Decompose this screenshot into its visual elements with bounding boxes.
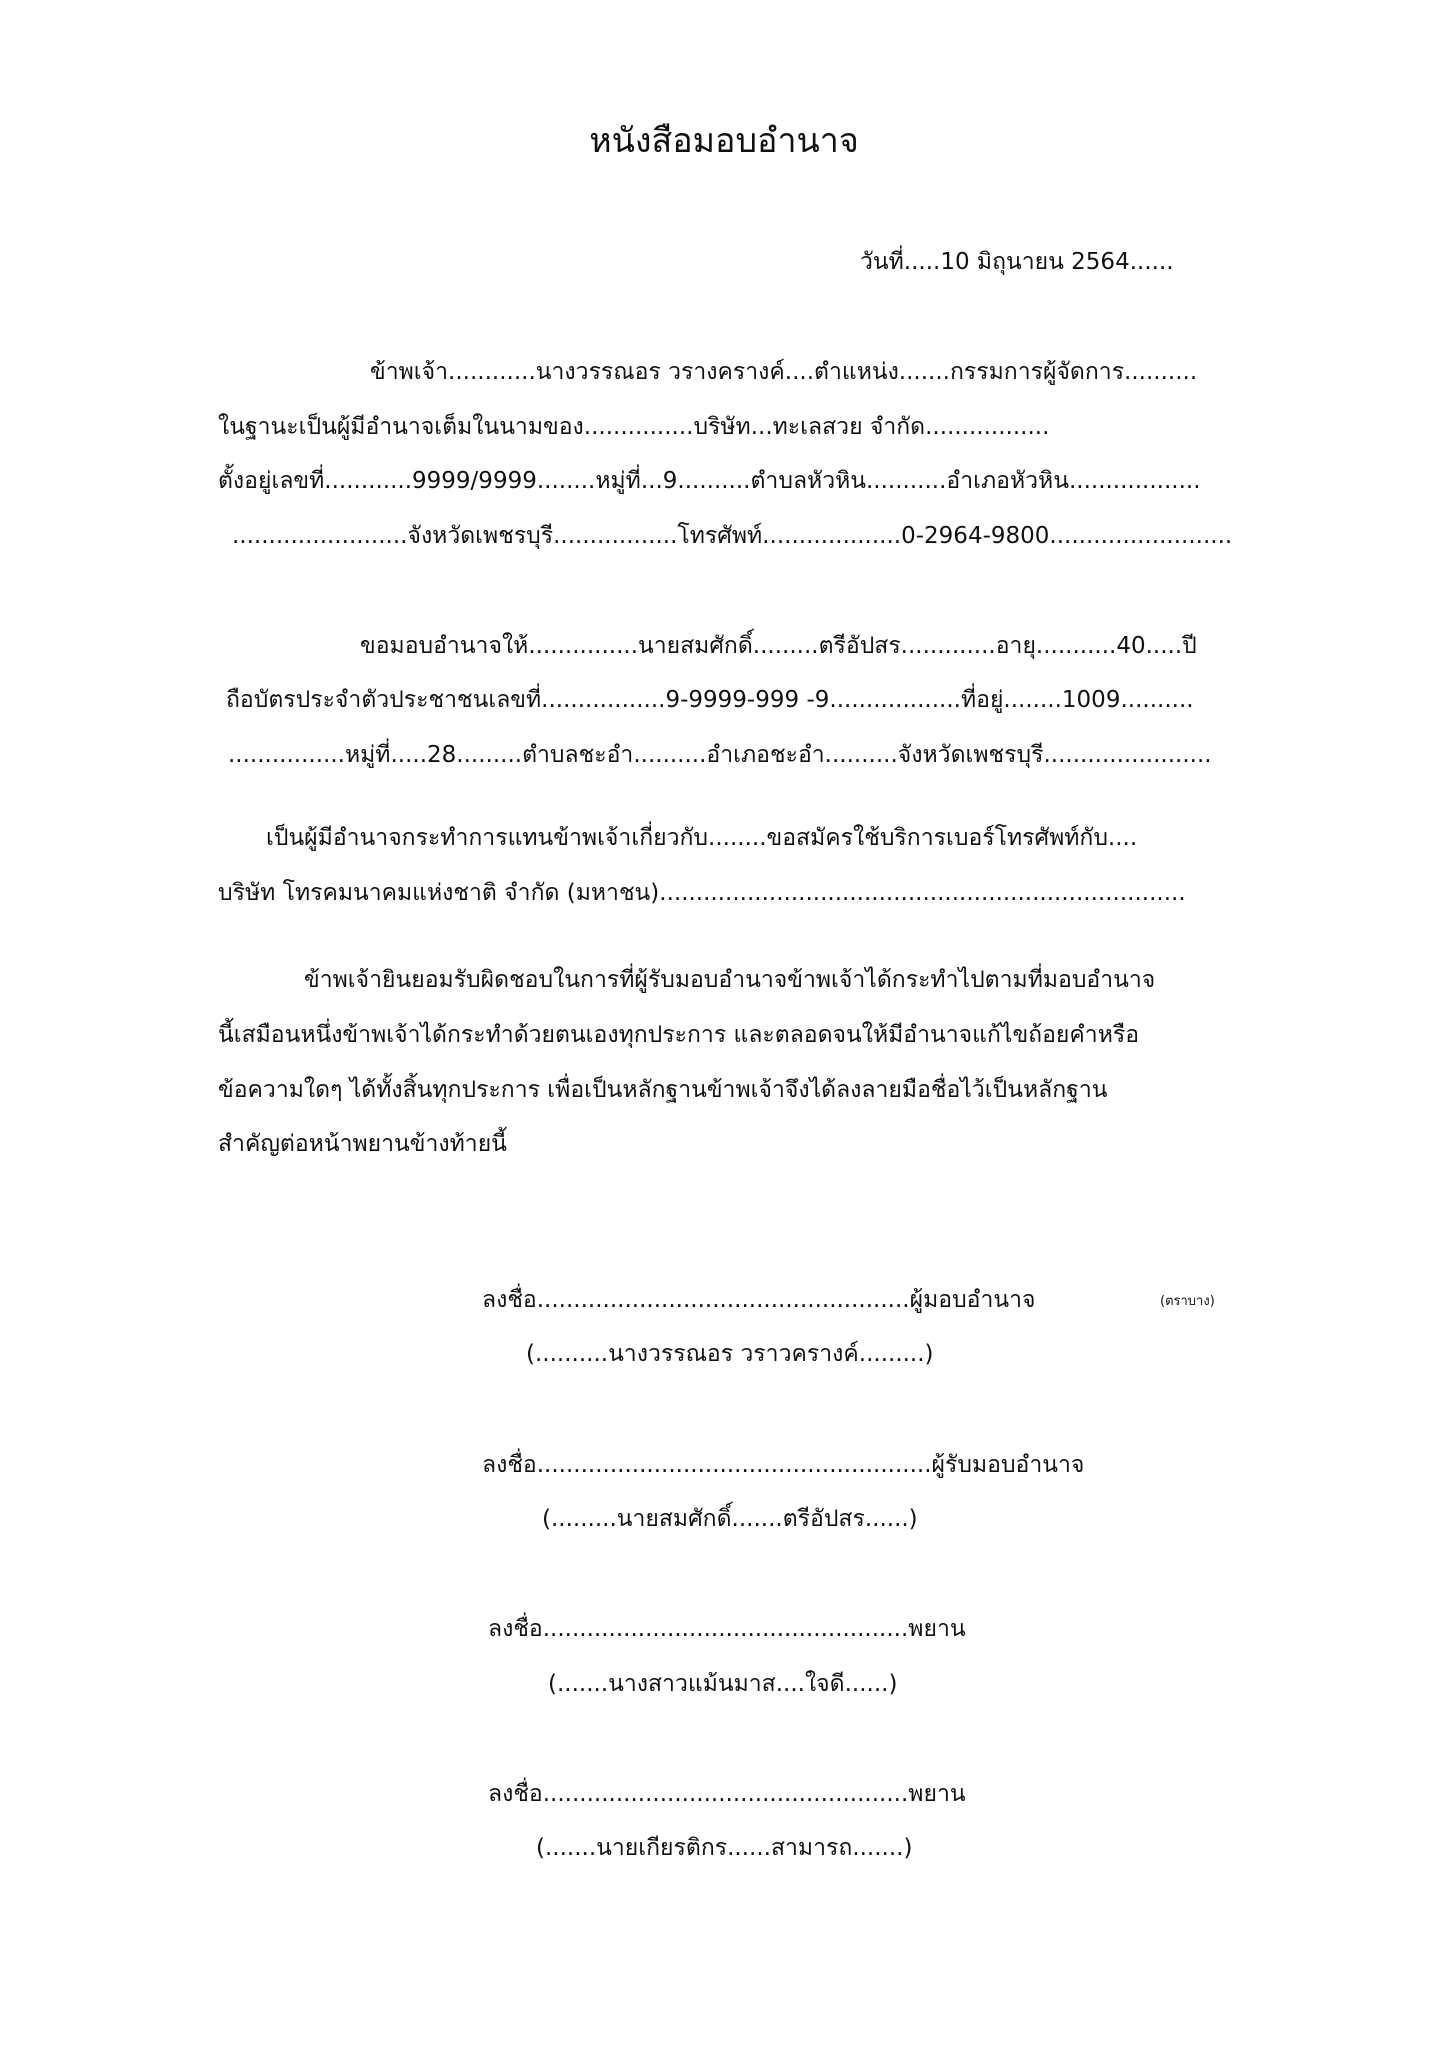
signer-name: (.......นายเกียรติกร......สามารถ.......) xyxy=(536,1835,913,1861)
signature-line: ลงชื่อ......................................................ผู้รับมอบอำนาจ xyxy=(482,1452,1085,1478)
authority-line-2: บริษัท โทรคมนาคมแห่งชาติ จำกัด (มหาชน)........................................................................ xyxy=(218,880,1186,906)
grantor-line-1: ข้าพเจ้า............นางวรรณอร วรางครางค์....ตำแหน่ง.......กรรมการผู้จัดการ.......... xyxy=(370,359,1198,385)
signature-line: ลงชื่อ...................................................ผู้มอบอำนาจ xyxy=(482,1287,1036,1313)
signature-line: ลงชื่อ..................................................พยาน xyxy=(488,1616,966,1642)
document-title: หนังสือมอบอำนาจ xyxy=(589,121,859,161)
responsibility-line-2: นี้เสมือนหนึ่งข้าพเจ้าได้กระทำด้วยตนเองทุกประการ และตลอดจนให้มีอำนาจแก้ไขถ้อยคำหรือ xyxy=(218,1022,1140,1048)
responsibility-line-1: ข้าพเจ้ายินยอมรับผิดชอบในการที่ผู้รับมอบอำนาจข้าพเจ้าได้กระทำไปตามที่มอบอำนาจ xyxy=(304,967,1156,993)
grantor-line-4: ........................จังหวัดเพชรบุรี.................โทรศัพท์...................0-2964-9800......................... xyxy=(232,523,1233,549)
date-line: วันที่.....10 มิถุนายน 2564...... xyxy=(860,249,1174,275)
signer-name: (.......นางสาวแม้นมาส....ใจดี......) xyxy=(548,1671,898,1697)
signer-name: (.........นายสมศักดิ์.......ตรีอัปสร......) xyxy=(542,1506,918,1532)
grantee-line-3: ................หมู่ที่.....28.........ตำบลชะอำ..........อำเภอชะอำ..........จังหวัดเพชรบุรี....................... xyxy=(228,742,1212,768)
responsibility-line-4: สำคัญต่อหน้าพยานข้างท้ายนี้ xyxy=(218,1131,507,1157)
authority-line-1: เป็นผู้มีอำนาจกระทำการแทนข้าพเจ้าเกี่ยวกับ........ขอสมัครใช้บริการเบอร์โทรศัพท์กับ.... xyxy=(266,825,1138,851)
signer-name: (..........นางวรรณอร วราวครางค์.........) xyxy=(526,1341,934,1367)
grantee-line-1: ขอมอบอำนาจให้...............นายสมศักดิ์.........ตรีอัปสร.............อายุ...........40.....ปี xyxy=(360,633,1197,659)
signature-line: ลงชื่อ..................................................พยาน xyxy=(488,1781,966,1807)
grantee-line-2: ถือบัตรประจำตัวประชาชนเลขที่.................9-9999-999 -9..................ที่อยู่........1009.......... xyxy=(226,687,1194,713)
grantor-line-2: ในฐานะเป็นผู้มีอำนาจเต็มในนามของ...............บริษัท...ทะเลสวย จำกัด................. xyxy=(218,414,1050,440)
responsibility-line-3: ข้อความใดๆ ได้ทั้งสิ้นทุกประการ เพื่อเป็นหลักฐานข้าพเจ้าจึงได้ลงลายมือชื่อไว้เป็นหลักฐาน xyxy=(218,1077,1108,1103)
grantor-line-3: ตั้งอยู่เลขที่............9999/9999........หมู่ที่...9..........ตำบลหัวหิน...........อำเภอหัวหิน.................. xyxy=(218,468,1201,494)
stamp-note: (ตราบาง) xyxy=(1160,1294,1215,1309)
